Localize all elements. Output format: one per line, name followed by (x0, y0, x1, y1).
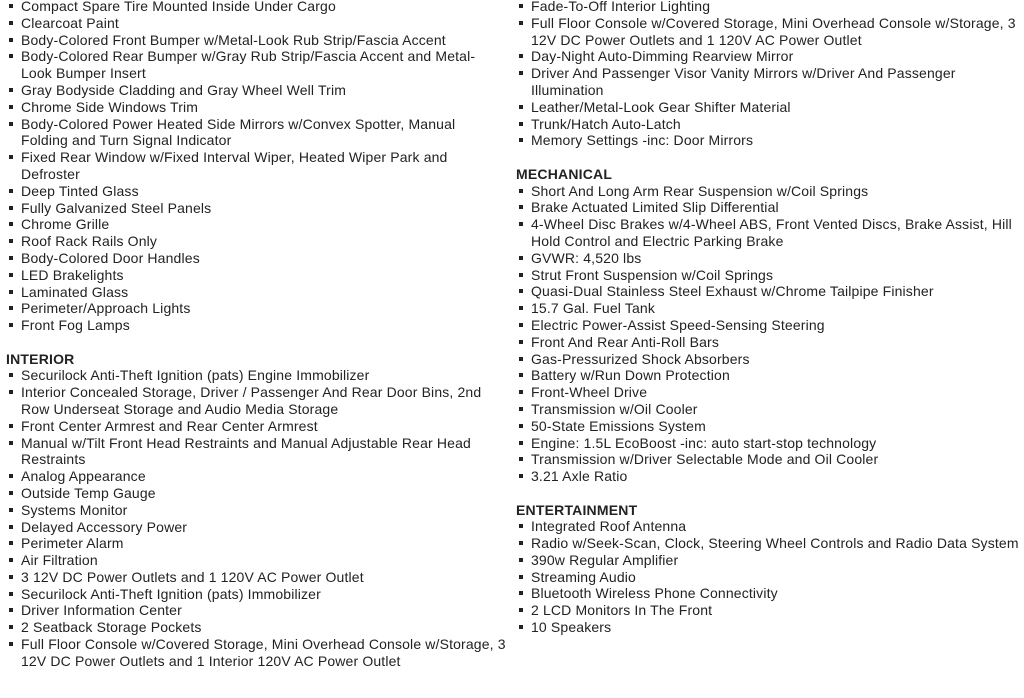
interior-continued-list (516, 0, 1021, 149)
list-item: Front-Wheel Drive (516, 384, 1021, 401)
exterior-list (6, 0, 506, 334)
list-item: Driver And Passenger Visor Vanity Mirrors w/Driver And Passenger Illumination (516, 65, 1021, 99)
mechanical-list (516, 183, 1021, 485)
list-item: Systems Monitor (6, 502, 506, 519)
list-item: 50-State Emissions System (516, 418, 1021, 435)
entertainment-list (516, 518, 1021, 636)
list-item: Gray Bodyside Cladding and Gray Wheel Well Trim (6, 82, 506, 99)
list-item: Transmission w/Driver Selectable Mode and Oil Cooler (516, 451, 1021, 468)
list-item: Battery w/Run Down Protection (516, 367, 1021, 384)
list-item: Integrated Roof Antenna (516, 518, 1021, 535)
list-item: Strut Front Suspension w/Coil Springs (516, 267, 1021, 284)
list-item: Deep Tinted Glass (6, 183, 506, 200)
list-item: 4-Wheel Disc Brakes w/4-Wheel ABS, Front Vented Discs, Brake Assist, Hill Hold Control and Electric Parking Brake (516, 216, 1021, 250)
list-item: Quasi-Dual Stainless Steel Exhaust w/Chrome Tailpipe Finisher (516, 283, 1021, 300)
mechanical-heading: MECHANICAL (516, 165, 613, 182)
list-item: Front And Rear Anti-Roll Bars (516, 334, 1021, 351)
entertainment-heading: ENTERTAINMENT (516, 501, 638, 518)
list-item: Manual w/Tilt Front Head Restraints and Manual Adjustable Rear Head Restraints (6, 435, 506, 469)
exterior-section (6, 0, 506, 334)
list-item: 3.21 Axle Ratio (516, 468, 1021, 485)
list-item: Analog Appearance (6, 468, 506, 485)
list-item: Laminated Glass (6, 284, 506, 301)
list-item: Short And Long Arm Rear Suspension w/Coil Springs (516, 183, 1021, 200)
left-column (6, 0, 506, 670)
list-item: Front Center Armrest and Rear Center Armrest (6, 418, 506, 435)
list-item: Trunk/Hatch Auto-Latch (516, 116, 1021, 133)
list-item: Streaming Audio (516, 569, 1021, 586)
list-item: Full Floor Console w/Covered Storage, Mini Overhead Console w/Storage, 3 12V DC Power Outlets and 1 120V AC Power Outlet (516, 15, 1021, 49)
list-item: Engine: 1.5L EcoBoost -inc: auto start-stop technology (516, 435, 1021, 452)
list-item: LED Brakelights (6, 267, 506, 284)
right-column (516, 0, 1021, 636)
list-item: Bluetooth Wireless Phone Connectivity (516, 585, 1021, 602)
list-item: Chrome Side Windows Trim (6, 99, 506, 116)
list-item: Radio w/Seek-Scan, Clock, Steering Wheel Controls and Radio Data System (516, 535, 1021, 552)
list-item: Air Filtration (6, 552, 506, 569)
list-item: 2 LCD Monitors In The Front (516, 602, 1021, 619)
list-item: Leather/Metal-Look Gear Shifter Material (516, 99, 1021, 116)
list-item: Perimeter/Approach Lights (6, 300, 506, 317)
interior-continued-section (516, 0, 1021, 149)
list-item: Roof Rack Rails Only (6, 233, 506, 250)
list-item: Electric Power-Assist Speed-Sensing Steering (516, 317, 1021, 334)
list-item: Driver Information Center (6, 602, 506, 619)
list-item: 10 Speakers (516, 619, 1021, 636)
list-item: 2 Seatback Storage Pockets (6, 619, 506, 636)
list-item: Body-Colored Front Bumper w/Metal-Look Rub Strip/Fascia Accent (6, 32, 506, 49)
list-item: 3 12V DC Power Outlets and 1 120V AC Power Outlet (6, 569, 506, 586)
list-item: Fully Galvanized Steel Panels (6, 200, 506, 217)
entertainment-section (516, 502, 1021, 636)
interior-list (6, 367, 506, 669)
list-item: Compact Spare Tire Mounted Inside Under Cargo (6, 0, 506, 15)
list-item: Delayed Accessory Power (6, 519, 506, 536)
list-item: Securilock Anti-Theft Ignition (pats) Engine Immobilizer (6, 367, 506, 384)
list-item: Day-Night Auto-Dimming Rearview Mirror (516, 48, 1021, 65)
list-item: Front Fog Lamps (6, 317, 506, 334)
list-item: Body-Colored Power Heated Side Mirrors w/Convex Spotter, Manual Folding and Turn Signal Indicator (6, 116, 506, 150)
list-item: Outside Temp Gauge (6, 485, 506, 502)
list-item: Brake Actuated Limited Slip Differential (516, 199, 1021, 216)
list-item: Fade-To-Off Interior Lighting (516, 0, 1021, 15)
list-item: Fixed Rear Window w/Fixed Interval Wiper, Heated Wiper Park and Defroster (6, 149, 506, 183)
list-item: Chrome Grille (6, 216, 506, 233)
list-item: Clearcoat Paint (6, 15, 506, 32)
list-item: Body-Colored Rear Bumper w/Gray Rub Strip/Fascia Accent and Metal-Look Bumper Insert (6, 48, 506, 82)
list-item: Memory Settings -inc: Door Mirrors (516, 132, 1021, 149)
list-item: 15.7 Gal. Fuel Tank (516, 300, 1021, 317)
list-item: Securilock Anti-Theft Ignition (pats) Immobilizer (6, 586, 506, 603)
list-item: Full Floor Console w/Covered Storage, Mini Overhead Console w/Storage, 3 12V DC Power Outlets and 1 Interior 120V AC Power Outlet (6, 636, 506, 670)
list-item: Perimeter Alarm (6, 535, 506, 552)
list-item: Transmission w/Oil Cooler (516, 401, 1021, 418)
interior-heading: INTERIOR (6, 350, 75, 367)
list-item: GVWR: 4,520 lbs (516, 250, 1021, 267)
list-item: Interior Concealed Storage, Driver / Passenger And Rear Door Bins, 2nd Row Underseat Storage and Audio Media Storage (6, 384, 506, 418)
list-item: 390w Regular Amplifier (516, 552, 1021, 569)
list-item: Gas-Pressurized Shock Absorbers (516, 351, 1021, 368)
mechanical-section (516, 166, 1021, 485)
list-item: Body-Colored Door Handles (6, 250, 506, 267)
interior-section (6, 351, 506, 670)
